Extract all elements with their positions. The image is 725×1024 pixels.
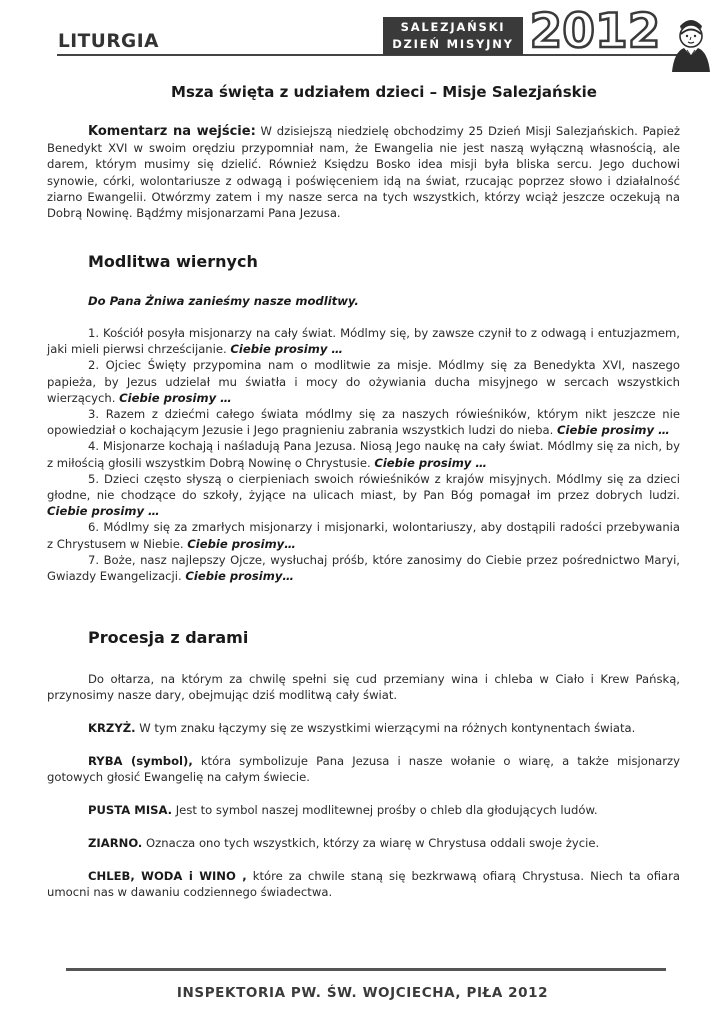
prayer-response: Ciebie prosimy …: [47, 504, 160, 519]
gift-item: ZIARNO. Oznacza ono tych wszystkich, którzy za wiarę w Chrystusa oddali swoje życie.: [88, 836, 600, 850]
gift-name: PUSTA MISA.: [88, 803, 173, 817]
prayer-response: Ciebie prosimy …: [374, 455, 487, 470]
prayer-item: 2. Ojciec Święty przypomina nam o modlitwie za misje. Módlmy się za Benedykta XVI, naszego papieża, by Jezus udzielał mu światła i mocy do ożywiania ducha misyjnego w sercach wszystkich wierzących. Ciebie prosimy …: [47, 358, 680, 405]
prayer-item: 5. Dzieci często słyszą o cierpieniach swoich rówieśników z krajów misyjnych. Módlmy się za dzieci głodne, nie chodzące do szkoły, żyjące na ulicach miast, by Pan Bóg pomagał im przez dobrych ludzi. Ciebie prosimy …: [47, 471, 680, 519]
badge-line-2: DZIEŃ MISYJNY: [392, 37, 514, 51]
gift-name: ZIARNO.: [88, 836, 143, 850]
gift-name: RYBA (symbol),: [88, 754, 193, 768]
prayer-response: Ciebie prosimy …: [230, 342, 344, 357]
footer-text: INSPEKTORIA PW. ŚW. WOJCIECHA, PIŁA 2012: [176, 985, 549, 1001]
prayer-item: 7. Boże, nasz najlepszy Ojcze, wysłuchaj próśb, które zanosimy do Ciebie przez pośrednictwo Maryi, Gwiazdy Ewangelizacji. Ciebie prosimy…: [47, 552, 680, 584]
prayer-response: Ciebie prosimy …: [119, 390, 232, 405]
event-year: 2012: [529, 4, 661, 59]
prayer-item: 3. Razem z dziećmi całego świata módlmy się za naszych rówieśników, którym nikt jeszcze nie opowiedział o kochającym Jezusie i Jego pragnieniu zabrania wszystkich ludzi do nieba. Ciebie prosimy …: [47, 407, 680, 438]
prayer-response: Ciebie prosimy…: [185, 569, 294, 584]
page-title: Msza święta z udziałem dzieci – Misje Salezjańskie: [171, 83, 597, 101]
page-header: [0, 0, 725, 90]
intro-comment: [47, 123, 680, 221]
prayer-item: 4. Misjonarze kochają i naśladują Pana Jezusa. Niosą Jego naukę na cały świat. Módlmy się za nich, by z miłością głosili wszystkim Dobrą Nowinę o Chrystusie. Ciebie prosimy …: [47, 439, 680, 470]
intro-lead: Komentarz na wejście:: [88, 124, 256, 139]
footer-rule: [66, 968, 666, 971]
event-badge: [383, 17, 523, 55]
badge-line-1: SALEZJAŃSKI: [400, 20, 506, 34]
gift-item: KRZYŻ. W tym znaku łączymy się ze wszystkimi wierzącymi na różnych kontynentach świata.: [88, 721, 636, 735]
prayers-invitation: Do Pana Żniwa zanieśmy nasze modlitwy.: [88, 294, 359, 308]
prayer-item: 6. Módlmy się za zmarłych misjonarzy i misjonarki, wolontariuszy, aby dostąpili radości przebywania z Chrystusem w Niebie. Ciebie prosimy…: [47, 520, 680, 551]
gift-name: CHLEB, WODA i WINO ,: [88, 869, 247, 883]
section-label: LITURGIA: [58, 31, 159, 52]
prayer-response: Ciebie prosimy …: [557, 423, 670, 438]
prayers-heading: Modlitwa wiernych: [88, 252, 258, 271]
gift-item: PUSTA MISA. Jest to symbol naszej modlitewnej prośby o chleb dla głodujących ludów.: [88, 803, 598, 817]
intro-text: W dzisiejszą niedzielę obchodzimy 25 Dzień Misji Salezjańskich. Papież Benedykt XVI w swoim orędziu przypomniał nam, że Ewangelia nie jest naszą wyłączną własnością, ale darem, którym musimy się dzielić. Również Księdzu Bosko idea misji była bliska sercu. Jego duchowi synowie, córki, wolontariusze z odwagą i poświęceniem idą na świat, rzucając poprzez słowo i działalność ziarno Ewangelii. Otwórzmy zatem i my nasze serca na tych wszystkich, którzy wciąż jeszcze oczekują na Dobrą Nowinę. Bądźmy misjonarzami Pana Jezusa.: [47, 124, 680, 221]
gift-name: KRZYŻ.: [88, 721, 136, 735]
offertory-intro: Do ołtarza, na którym za chwilę spełni się cud przemiany wina i chleba w Ciało i Krew Pańską, przynosimy nasze dary, obejmując dziś modlitwą cały świat.: [47, 672, 680, 703]
prayer-response: Ciebie prosimy…: [187, 536, 296, 551]
don-bosco-portrait-icon: [668, 12, 714, 84]
gift-item: RYBA (symbol), która symbolizuje Pana Jezusa i nasze wołanie o wiarę, a także misjonarzy gotowych głosić Ewangelię na całym świecie.: [47, 754, 680, 785]
gift-item: CHLEB, WODA i WINO , które za chwile staną się bezkrwawą ofiarą Chrystusa. Niech ta ofiara umocni nas w dawaniu codziennego świadectwa.: [47, 869, 680, 900]
prayers-list: [47, 325, 680, 584]
offertory-heading: Procesja z darami: [88, 628, 249, 647]
prayer-item: 1. Kościół posyła misjonarzy na cały świat. Módlmy się, by zawsze czynił to z odwagą i entuzjazmem, jaki mieli pierwsi chrześcijanie. Ciebie prosimy …: [47, 326, 680, 357]
